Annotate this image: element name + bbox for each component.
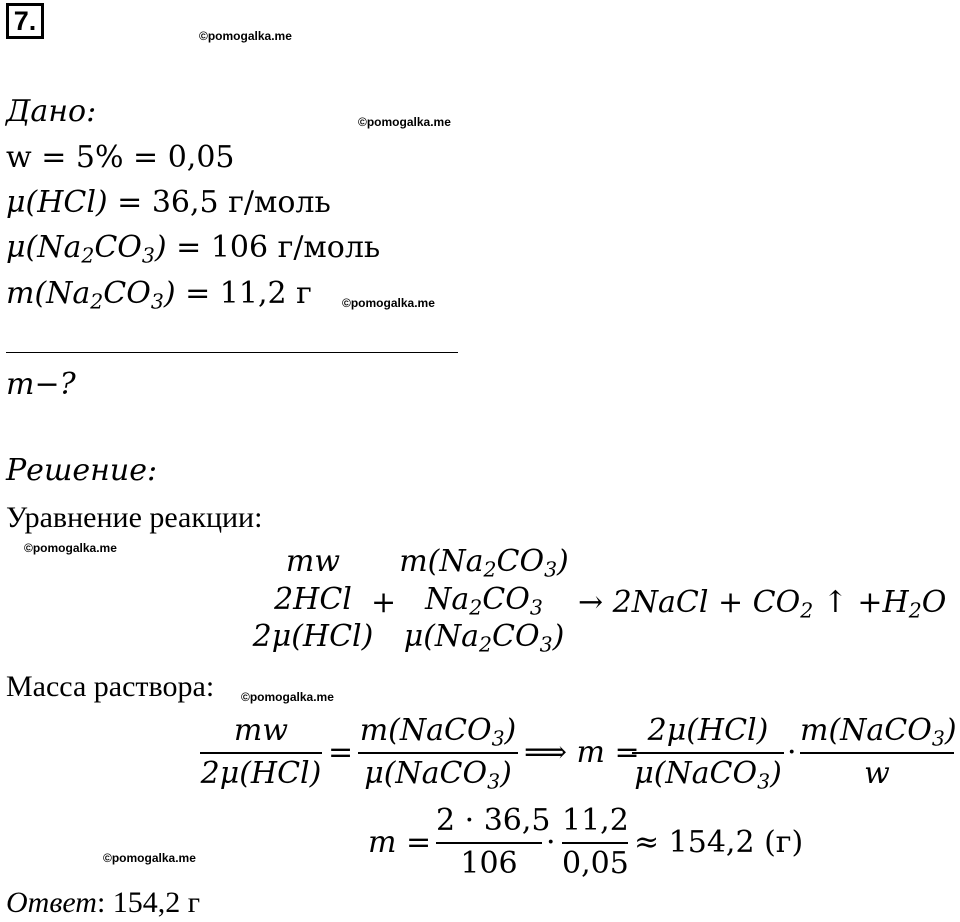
- formula-implies: ⟹ m =: [524, 735, 640, 770]
- m-na2co3-symbol: $m(Na_2CO_3)$: [6, 276, 176, 314]
- calc-c2-numerator: 11,2: [562, 803, 629, 838]
- formula-fraction-2: [358, 713, 518, 794]
- calc-c1-numerator: 2 · 36,5: [436, 803, 551, 838]
- formula-f3-denominator: μ(NaCO$_3$): [634, 756, 782, 794]
- calc-dot: ·: [546, 825, 556, 860]
- formula-f4-denominator: w: [864, 756, 890, 791]
- calc-result: ≈ 154,2 (г): [634, 825, 804, 860]
- mu-hcl-value: = 36,5 г/моль: [117, 185, 331, 220]
- solution-heading: Решение:: [6, 453, 158, 488]
- mu-hcl-symbol: μ(HCl): [6, 185, 108, 220]
- answer-line: [6, 888, 200, 918]
- answer-label: Ответ: [6, 886, 97, 919]
- reaction-products-tail: ↑ +H: [822, 585, 909, 620]
- problem-number: 7.: [6, 3, 44, 39]
- watermark: ©pomogalka.me: [342, 296, 435, 310]
- watermark: ©pomogalka.me: [24, 541, 117, 555]
- watermark: ©pomogalka.me: [103, 851, 196, 865]
- given-divider: [6, 352, 458, 353]
- fraction-bar: [358, 752, 518, 754]
- fraction-bar: [562, 842, 628, 844]
- given-mu-na2co3: [6, 230, 381, 268]
- formula-f1-numerator: mw: [233, 713, 289, 748]
- reaction-plus: +: [371, 585, 397, 620]
- m-na2co3-value: = 11,2 г: [185, 276, 312, 311]
- reaction-hcl-bottom: 2μ(HCl): [252, 619, 374, 654]
- calc-fraction-2: [562, 803, 629, 881]
- formula-f1-denominator: 2μ(HCl): [200, 756, 322, 791]
- formula-f2-denominator: μ(NaCO$_3$): [364, 756, 512, 794]
- formula-fraction-3: [632, 713, 784, 794]
- find-line: m−?: [6, 367, 76, 402]
- reaction-na2co3-mid: $Na_2CO_3$: [425, 582, 543, 620]
- reaction-na2co3-bottom: $\mu(Na_2CO_3)$: [403, 619, 565, 657]
- reaction-products: → 2NaCl + $CO_2$ ↑ $+H_2O$: [578, 585, 947, 623]
- watermark: ©pomogalka.me: [199, 29, 292, 43]
- formula-f3-numerator: 2μ(HCl): [647, 713, 769, 748]
- fraction-bar: [800, 752, 954, 754]
- calc-fraction-1: [436, 803, 551, 881]
- given-w-line: w = 5% = 0,05: [6, 140, 235, 175]
- mu-na2co3-value: = 106 г/моль: [176, 230, 381, 265]
- formula-fraction-4: [800, 713, 957, 791]
- given-heading: Дано:: [6, 94, 97, 129]
- watermark: ©pomogalka.me: [241, 690, 334, 704]
- mass-label: Масса раствора:: [6, 670, 215, 703]
- reaction-label: Уравнение реакции:: [6, 501, 263, 534]
- formula-f2-numerator: m(NaCO$_3$): [359, 713, 517, 751]
- formula-equals: =: [328, 735, 354, 770]
- fraction-bar: [632, 752, 784, 754]
- calc-m-equals: m =: [368, 825, 432, 860]
- given-m-na2co3: [6, 276, 312, 314]
- reaction-hcl-mid: 2HCl: [274, 582, 352, 617]
- reaction-na2co3-top: $m(Na_2CO_3)$: [399, 544, 569, 582]
- watermark: ©pomogalka.me: [358, 115, 451, 129]
- calc-c1-denominator: 106: [460, 846, 518, 881]
- reaction-products-main: → 2NaCl + CO: [578, 585, 801, 620]
- calc-c2-denominator: 0,05: [562, 846, 629, 881]
- reaction-hcl-top: mw: [285, 544, 341, 579]
- fraction-bar: [436, 842, 542, 844]
- formula-dot: ·: [787, 735, 797, 770]
- answer-value: : 154,2 г: [96, 886, 201, 919]
- reaction-o: O: [921, 585, 947, 620]
- formula-fraction-1: [200, 713, 322, 791]
- fraction-bar: [200, 752, 322, 754]
- mu-na2co3-symbol: $\mu(Na_2CO_3)$: [6, 230, 167, 268]
- given-mu-hcl: [6, 185, 331, 220]
- formula-f4-numerator: m(NaCO$_3$): [800, 713, 957, 751]
